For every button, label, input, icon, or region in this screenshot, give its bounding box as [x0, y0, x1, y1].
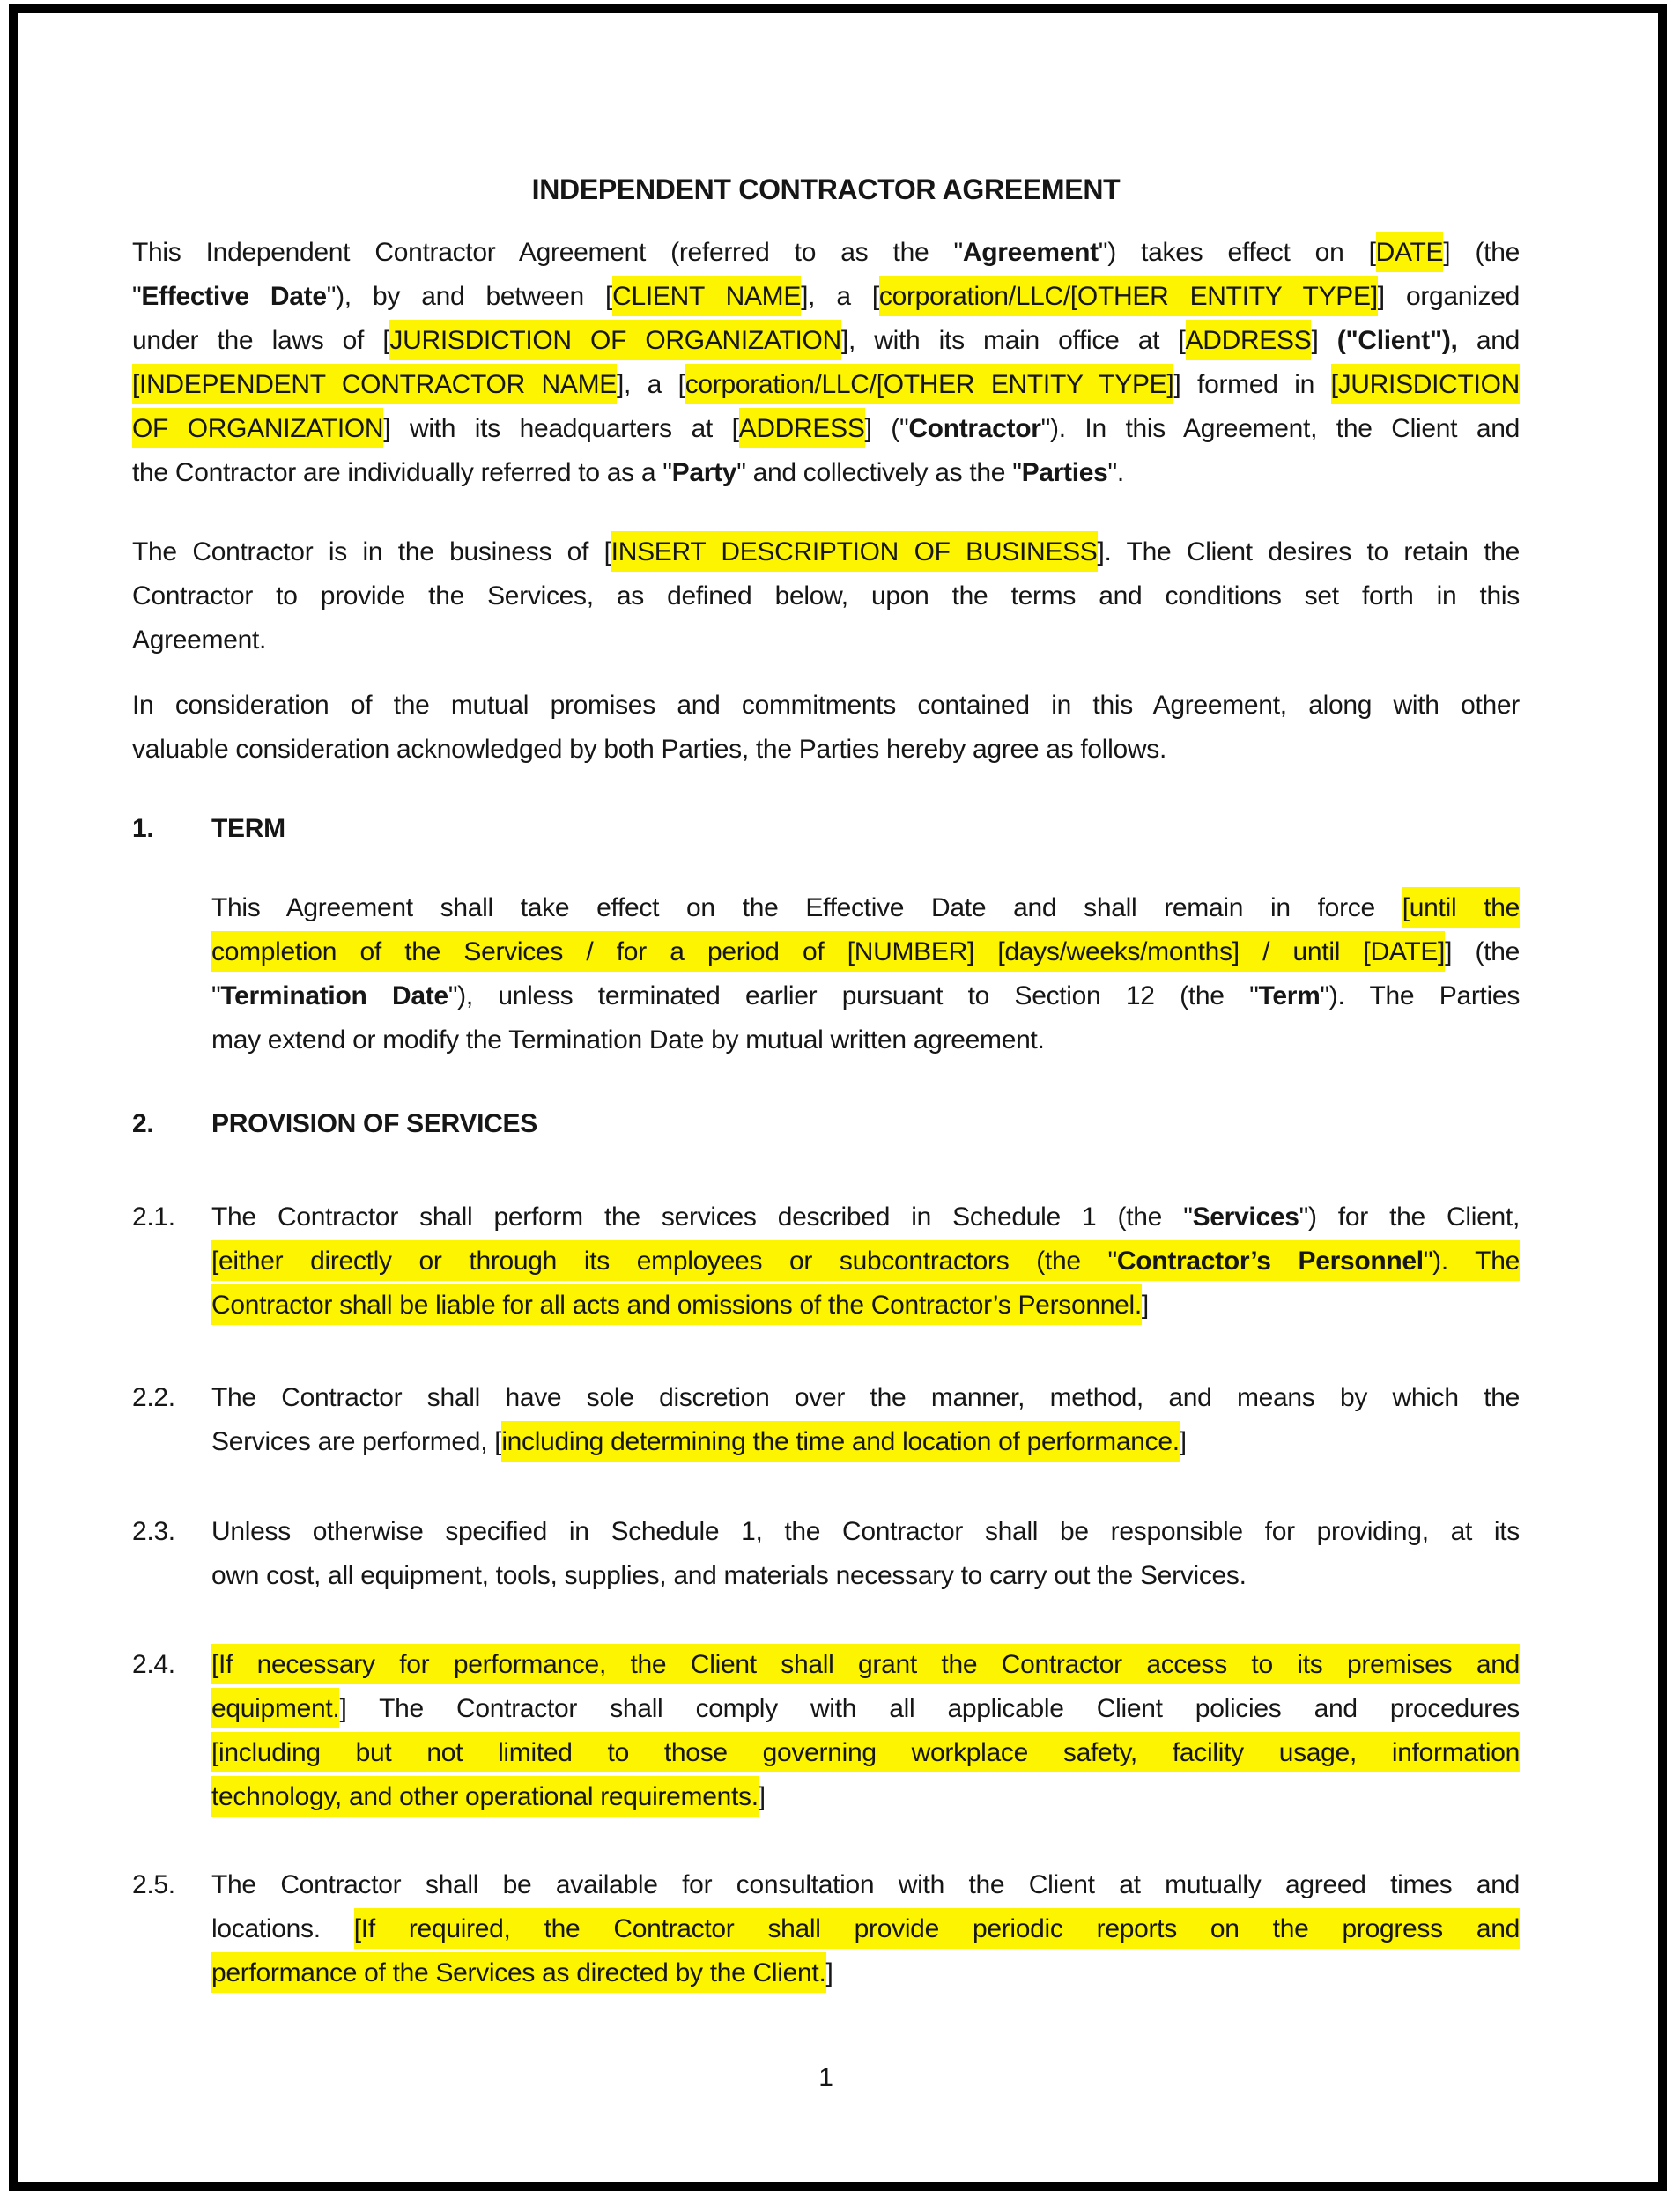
text-run: Services are performed, [ — [211, 1427, 502, 1456]
text-run: "). The Parties — [1320, 981, 1521, 1010]
highlighted-placeholder-text: OF ORGANIZATION — [132, 408, 383, 448]
text-run: locations. — [211, 1914, 354, 1943]
text-run: ] — [758, 1782, 766, 1811]
section-2-heading-number: 2. — [132, 1109, 154, 1138]
document-page — [132, 167, 1520, 2100]
text-line — [132, 574, 1520, 618]
text-line — [132, 275, 1520, 319]
text-line — [211, 1284, 1520, 1328]
text-line — [211, 1951, 1520, 1995]
section-1-body — [132, 886, 1520, 1062]
highlighted-placeholder-text: DATE — [1376, 232, 1444, 272]
text-run: and — [1457, 326, 1520, 355]
text-line — [211, 1687, 1520, 1731]
text-run: the Contractor are individually referred to as a " — [132, 458, 672, 487]
text-run: "). In this Agreement, the Client and — [1040, 414, 1521, 443]
text-line — [211, 1731, 1520, 1775]
section-2-heading — [132, 1102, 1520, 1146]
text-run: valuable consideration acknowledged by both Parties, the Parties hereby agree as follows. — [132, 735, 1167, 764]
text-run: The Contractor shall perform the services described in Schedule 1 (the " — [211, 1203, 1193, 1232]
text-line — [211, 930, 1520, 974]
highlighted-placeholder-text: ADDRESS — [1186, 320, 1312, 360]
text-run: ] The Contractor shall comply with all applicable Client policies and procedures — [339, 1694, 1520, 1723]
text-line — [211, 886, 1520, 930]
text-run: ") takes effect on [ — [1098, 238, 1376, 267]
text-run: The Contractor shall be available for consultation with the Client at mutually agreed times and — [211, 1870, 1520, 1899]
text-run: Services — [1192, 1203, 1299, 1232]
highlighted-placeholder-text: completion of the Services / for a period of [NUMBER] [days/weeks/months] / until [DATE] — [211, 931, 1445, 972]
text-line — [132, 684, 1520, 728]
clause-2-5 — [132, 1863, 1520, 1995]
clause-2-1-number: 2.1. — [132, 1203, 175, 1232]
highlighted-placeholder-text: JURISDICTION OF ORGANIZATION — [389, 320, 841, 360]
clause-2-4 — [132, 1643, 1520, 1819]
consideration-paragraph — [132, 684, 1520, 772]
text-run: The Contractor shall have sole discretion over the manner, method, and means by which the — [211, 1383, 1520, 1412]
text-line — [211, 1195, 1520, 1240]
highlighted-placeholder-text: equipment. — [211, 1688, 339, 1728]
text-run: "), by and between [ — [326, 282, 613, 311]
text-line — [211, 1863, 1520, 1907]
highlighted-placeholder-text: technology, and other operational requirements. — [211, 1776, 759, 1817]
text-run: "), unless terminated earlier pursuant to Section 12 (the " — [448, 981, 1259, 1010]
text-run: Termination Date — [220, 981, 448, 1010]
text-line — [132, 363, 1520, 407]
page-number: 1 — [818, 2063, 833, 2092]
highlighted-placeholder-text: [either directly or through its employees or subcontractors (the " — [211, 1240, 1117, 1281]
clause-2-5-number: 2.5. — [132, 1870, 175, 1899]
highlighted-placeholder-text: [INDEPENDENT CONTRACTOR NAME — [132, 364, 617, 404]
business-paragraph — [132, 530, 1520, 662]
text-line — [132, 451, 1520, 495]
text-line — [211, 1376, 1520, 1420]
highlighted-placeholder-text: Contractor shall be liable for all acts and omissions of the Contractor’s Personnel. — [211, 1284, 1142, 1325]
text-run: ] (" — [864, 414, 909, 443]
text-run: ] organized — [1377, 282, 1521, 311]
text-run: ] — [1311, 326, 1337, 355]
text-run: ] with its headquarters at [ — [383, 414, 739, 443]
text-run: Contractor to provide the Services, as defined below, upon the terms and conditions set forth in this — [132, 581, 1520, 611]
text-run: ] — [1179, 1427, 1187, 1456]
highlighted-placeholder-text: corporation/LLC/[OTHER ENTITY TYPE] — [879, 276, 1378, 316]
text-run: may extend or modify the Termination Date by mutual written agreement. — [211, 1025, 1045, 1055]
highlighted-placeholder-text: [JURISDICTION — [1331, 364, 1520, 404]
text-run: Contractor — [908, 414, 1041, 443]
highlighted-placeholder-text: "). The — [1424, 1240, 1520, 1281]
text-run: ], a [ — [617, 370, 685, 399]
text-line — [211, 974, 1520, 1018]
highlighted-placeholder-text: CLIENT NAME — [612, 276, 801, 316]
text-run: In consideration of the mutual promises and commitments contained in this Agreement, along with other — [132, 691, 1520, 720]
text-run: Party — [671, 458, 737, 487]
text-run: " — [211, 981, 221, 1010]
highlighted-placeholder-text: ADDRESS — [739, 408, 865, 448]
text-run: " — [132, 282, 142, 311]
clause-2-1 — [132, 1195, 1520, 1328]
text-run: own cost, all equipment, tools, supplies, and materials necessary to carry out the Services. — [211, 1561, 1247, 1590]
text-line — [132, 530, 1520, 574]
section-1-heading-label: TERM — [211, 814, 285, 843]
text-run: Unless otherwise specified in Schedule 1, the Contractor shall be responsible for providing, at its — [211, 1517, 1520, 1546]
clause-2-3-number: 2.3. — [132, 1517, 175, 1546]
section-1-heading-number: 1. — [132, 814, 154, 843]
highlighted-placeholder-text: INSERT DESCRIPTION OF BUSINESS — [611, 531, 1098, 572]
highlighted-placeholder-text: including determining the time and location of performance. — [501, 1421, 1179, 1462]
highlighted-placeholder-text: performance of the Services as directed by the Client. — [211, 1952, 826, 1993]
intro-paragraph — [132, 231, 1520, 495]
text-run: This Agreement shall take effect on the Effective Date and shall remain in force — [211, 893, 1402, 922]
text-run: Agreement — [962, 238, 1099, 267]
text-line — [211, 1775, 1520, 1819]
text-run: ] formed in — [1173, 370, 1331, 399]
text-run: Agreement. — [132, 625, 267, 655]
text-run: ], with its main office at [ — [840, 326, 1186, 355]
text-run: under the laws of [ — [132, 326, 390, 355]
text-line — [211, 1420, 1520, 1464]
text-line — [211, 1018, 1520, 1062]
text-run: ]. The Client desires to retain the — [1097, 537, 1521, 566]
text-run: ], a [ — [801, 282, 879, 311]
text-run: ") for the Client, — [1299, 1203, 1520, 1232]
text-run: Parties — [1021, 458, 1108, 487]
highlighted-placeholder-text: [If required, the Contractor shall provide periodic reports on the progress and — [354, 1908, 1520, 1949]
text-run: Effective Date — [141, 282, 327, 311]
text-line — [132, 618, 1520, 662]
clause-2-2 — [132, 1376, 1520, 1464]
section-1-heading — [132, 807, 1520, 851]
text-line — [211, 1907, 1520, 1951]
text-line — [132, 728, 1520, 772]
text-line — [132, 231, 1520, 275]
clause-2-3 — [132, 1510, 1520, 1598]
text-run: ("Client"), — [1336, 326, 1458, 355]
text-line — [132, 319, 1520, 363]
text-run: This Independent Contractor Agreement (referred to as the " — [132, 238, 963, 267]
highlighted-placeholder-text: Contractor’s Personnel — [1117, 1240, 1424, 1281]
highlighted-placeholder-text: corporation/LLC/[OTHER ENTITY TYPE] — [685, 364, 1174, 404]
text-run: ] — [825, 1958, 833, 1987]
document-title: INDEPENDENT CONTRACTOR AGREEMENT — [531, 174, 1121, 205]
highlighted-placeholder-text: [until the — [1402, 887, 1520, 928]
text-line — [132, 407, 1520, 451]
clause-2-2-number: 2.2. — [132, 1383, 175, 1412]
document-body — [132, 231, 1520, 1995]
highlighted-placeholder-text: [including but not limited to those governing workplace safety, facility usage, information — [211, 1732, 1520, 1772]
text-line — [211, 1643, 1520, 1687]
text-line — [211, 1510, 1520, 1554]
text-run: " and collectively as the " — [736, 458, 1022, 487]
text-run: ] (the — [1445, 937, 1520, 966]
text-run: The Contractor is in the business of [ — [132, 537, 611, 566]
text-run: ] (the — [1443, 238, 1520, 267]
text-run: ". — [1107, 458, 1124, 487]
text-run: Term — [1258, 981, 1321, 1010]
text-run: ] — [1141, 1291, 1149, 1320]
highlighted-placeholder-text: [If necessary for performance, the Client shall grant the Contractor access to its premises and — [211, 1644, 1520, 1684]
text-line — [211, 1240, 1520, 1284]
section-2-heading-label: PROVISION OF SERVICES — [211, 1109, 537, 1138]
clause-2-4-number: 2.4. — [132, 1650, 175, 1679]
text-line — [211, 1554, 1520, 1598]
